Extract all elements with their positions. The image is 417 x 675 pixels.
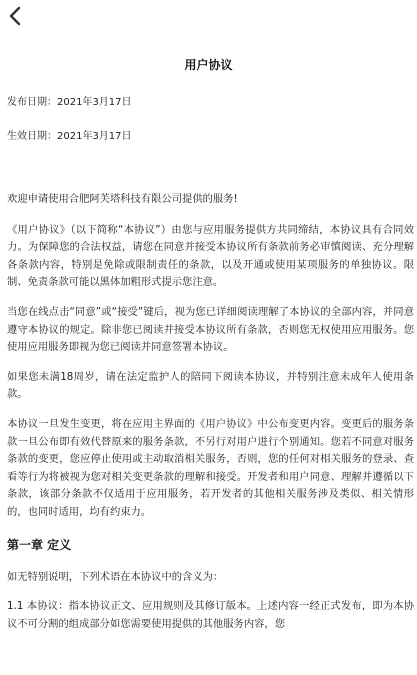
chevron-left-icon bbox=[4, 4, 28, 28]
welcome-paragraph: 欢迎申请使用合肥阿芙塔科技有限公司提供的服务! bbox=[7, 193, 238, 205]
effective-date: 生效日期：2021年3月17日 bbox=[7, 131, 132, 142]
definition-item: 1.1 本协议：指本协议正文、应用规则及其修订版本。上述内容一经正式发布，即为本协议不可分割的组成部分如您需要使用提供的其他服务内容，您 bbox=[7, 600, 414, 630]
publish-date: 发布日期：2021年3月17日 bbox=[7, 97, 132, 108]
consent-paragraph: 当您在线点击“同意”或“接受”键后，视为您已详细阅读理解了本协议的全部内容，并同意遵守本协议的规定。除非您已阅读并接受本协议所有条款，否则您无权使用应用服务。您使用应用服务即视为您已阅读并同意签署本协议。 bbox=[7, 305, 414, 354]
agreement-content[interactable] bbox=[7, 96, 414, 645]
change-notice-paragraph: 本协议一旦发生变更，将在应用主界面的《用户协议》中公布变更内容。变更后的服务条款一旦公布即有效代替原来的服务条款，不另行对用户进行个别通知。您若不同意对服务条款的变更，您应停止使用或主动取消相关服务，否则，您的任何对相关服务的登录、查看等行为将被视为您对相关变更条款的理解和接受。开发者和用户同意、理解并遵循以下条款，该部分条款不仅适用于应用服务，若开发者的其他相关服务涉及类似、相关情形的，也同时适用，均有约束力。 bbox=[7, 417, 414, 518]
definitions-intro: 如无特别说明，下列术语在本协议中的含义为： bbox=[7, 570, 224, 583]
minor-notice-paragraph: 如果您未满18周岁，请在法定监护人的陪同下阅读本协议，并特别注意未成年人使用条款。 bbox=[7, 370, 414, 401]
chapter-title: 第一章 定义 bbox=[7, 537, 72, 552]
agreement-intro-paragraph: 《用户协议》（以下简称“本协议”）由您与应用服务提供方共同缔结，本协议具有合同效力。为保障您的合法权益，请您在同意并接受本协议所有条款前务必审慎阅读、充分理解各条款内容，特别是免除或限制责任的条款，以及开通或使用某项服务的单独协议。限制、免责条款可能以黑体加粗形式提示您注意。 bbox=[7, 223, 414, 289]
back-button[interactable] bbox=[4, 4, 28, 28]
page-title: 用户协议 bbox=[184, 58, 233, 72]
